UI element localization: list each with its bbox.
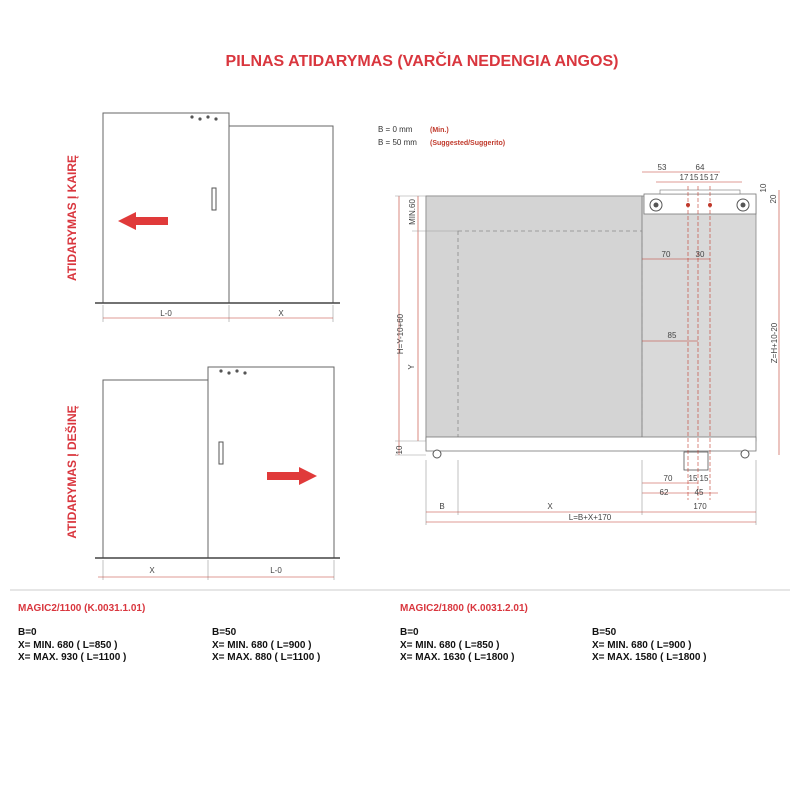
dim-z: Z=H+10-20 [770,322,779,364]
spec-b0-label: B=0 [400,627,419,638]
dim-10-bottom: 10 [395,445,404,455]
spec-b0-label: B=0 [18,627,37,638]
spec-b50-max: X= MAX. 1580 ( L=1800 ) [592,652,707,663]
dim-15b: 15 [699,173,709,182]
diagram-opening-right [64,367,340,580]
spec-b50-label: B=50 [592,627,617,638]
dim-l0: L-0 [160,309,172,318]
spec-b50-min: X= MIN. 680 ( L=900 ) [212,640,312,651]
door-handle [212,188,216,210]
page-title: PILNAS ATIDARYMAS (VARČIA NEDENGIA ANGOS) [225,53,619,70]
dim-h: H=Y-10+60 [396,313,405,355]
dim-15a: 15 [689,173,699,182]
dim-85: 85 [667,331,677,340]
dim-15-bottom-b: 15 [699,474,709,483]
dim-l-total: L=B+X+170 [568,513,612,522]
spec-b50-min: X= MIN. 680 ( L=900 ) [592,640,692,651]
dim-45: 45 [694,488,704,497]
spec-b0-min: X= MIN. 680 ( L=850 ) [400,640,500,651]
specs-model-1100 [18,603,320,663]
opening-right-label: ATIDARYMAS Į DEŠINĘ [65,405,79,539]
dim-min60: MIN.60 [408,199,417,225]
dim-x: X [149,566,155,575]
note-b0: B = 0 mm [378,125,413,134]
door-opening [229,126,333,303]
dim-64: 64 [695,163,705,172]
dim-x: X [547,502,553,511]
spec-b50-label: B=50 [212,627,237,638]
dim-70-bottom: 70 [663,474,673,483]
model-title: MAGIC2/1800 (K.0031.2.01) [400,603,528,614]
door-leaf [103,113,229,303]
model-title: MAGIC2/1100 (K.0031.1.01) [18,603,146,614]
dim-20: 20 [769,194,778,204]
dim-b: B [439,502,445,511]
dim-62: 62 [659,488,669,497]
diagram-opening-left [65,113,340,322]
dim-l0: L-0 [270,566,282,575]
dim-17b: 17 [709,173,719,182]
door-opening [103,380,208,558]
note-b0-tag: (Min.) [430,127,449,134]
spec-b50-max: X= MAX. 880 ( L=1100 ) [212,652,321,663]
note-b50: B = 50 mm [378,138,417,147]
opening-left-label: ATIDARYMAS Į KAIRĘ [65,155,79,281]
note-b50-tag: (Suggested/Suggerito) [430,140,506,147]
dim-15-bottom-a: 15 [688,474,698,483]
specs-model-1800 [400,603,707,663]
dim-170: 170 [693,502,707,511]
spec-b0-min: X= MIN. 680 ( L=850 ) [18,640,118,651]
bottom-track [426,437,756,451]
door-leaf [208,367,334,558]
dim-10-top: 10 [759,183,768,193]
spec-b0-max: X= MAX. 930 ( L=1100 ) [18,652,127,663]
dim-x: X [278,309,284,318]
section-drawing [378,125,779,525]
dim-17a: 17 [679,173,689,182]
dim-y: Y [407,364,416,370]
spec-b0-max: X= MAX. 1630 ( L=1800 ) [400,652,515,663]
dim-30: 30 [695,250,705,259]
dim-53: 53 [657,163,667,172]
door-handle [219,442,223,464]
floor-guide [684,452,708,470]
dim-70-top: 70 [661,250,671,259]
